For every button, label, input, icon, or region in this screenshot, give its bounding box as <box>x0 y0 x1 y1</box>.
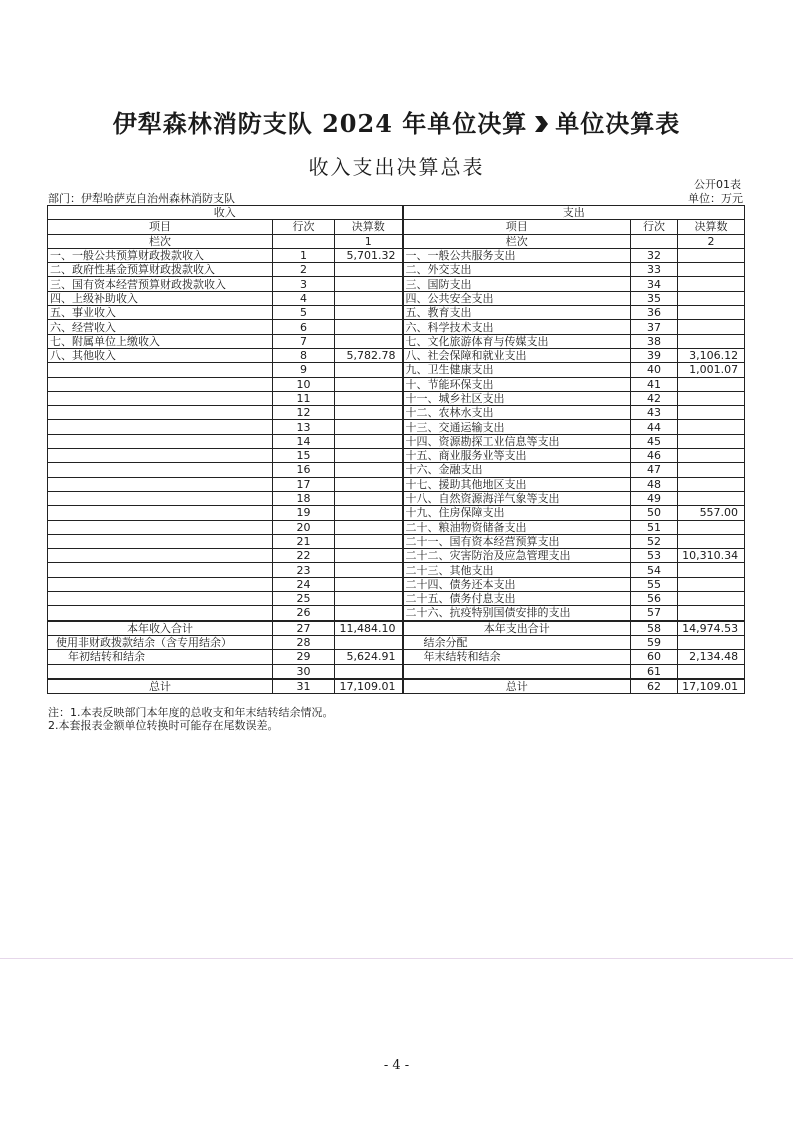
expense-line-no: 34 <box>631 277 678 291</box>
expense-item: 二十四、债务还本支出 <box>403 577 631 591</box>
income-amount: 17,109.01 <box>335 679 403 694</box>
income-line-no: 21 <box>273 534 335 548</box>
income-item <box>48 449 273 463</box>
table-row <box>48 463 745 477</box>
expense-line-no: 42 <box>631 391 678 405</box>
income-line-no: 15 <box>273 449 335 463</box>
expense-line-no: 45 <box>631 434 678 448</box>
income-item: 八、其他收入 <box>48 348 273 362</box>
expense-line-no: 50 <box>631 506 678 520</box>
income-line-no: 10 <box>273 377 335 391</box>
table-row <box>48 477 745 491</box>
income-line-no: 11 <box>273 391 335 405</box>
income-line-no: 3 <box>273 277 335 291</box>
income-amount <box>335 449 403 463</box>
title-part-3: 单位决算表 <box>555 109 681 138</box>
expense-line-no: 51 <box>631 520 678 534</box>
income-line-no: 29 <box>273 650 335 664</box>
table-row <box>48 577 745 591</box>
expense-amount <box>678 577 745 591</box>
income-line-header: 行次 <box>273 220 335 234</box>
income-line-no: 23 <box>273 563 335 577</box>
expense-item: 十三、交通运输支出 <box>403 420 631 434</box>
table-row <box>48 534 745 548</box>
expense-amount <box>678 263 745 277</box>
income-line-no: 6 <box>273 320 335 334</box>
income-column-label: 栏次 <box>48 234 273 248</box>
expense-item: 三、国防支出 <box>403 277 631 291</box>
income-amount <box>335 391 403 405</box>
unit-label: 单位：万元 <box>688 192 743 205</box>
expense-item: 二十三、其他支出 <box>403 563 631 577</box>
department-label: 部门：伊犁哈萨克自治州森林消防支队 <box>48 192 235 205</box>
table-row <box>48 306 745 320</box>
table-subtitle: 收入支出决算总表 <box>308 155 485 179</box>
income-amount <box>335 306 403 320</box>
income-amount <box>335 334 403 348</box>
expense-amount <box>678 406 745 420</box>
expense-item: 十四、资源勘探工业信息等支出 <box>403 434 631 448</box>
expense-amount <box>678 291 745 305</box>
income-item: 使用非财政拨款结余（含专用结余） <box>48 635 273 649</box>
table-row <box>48 606 745 621</box>
expense-item: 二十二、灾害防治及应急管理支出 <box>403 549 631 563</box>
total-row <box>48 635 745 649</box>
expense-line-header: 行次 <box>631 220 678 234</box>
income-line-no: 7 <box>273 334 335 348</box>
income-amount <box>335 434 403 448</box>
table-row <box>48 491 745 505</box>
expense-item: 总计 <box>403 679 631 694</box>
expense-amount <box>678 664 745 679</box>
income-amount <box>335 363 403 377</box>
table-row <box>48 348 745 362</box>
expense-item: 年末结转和结余 <box>403 650 631 664</box>
table-row <box>48 420 745 434</box>
expense-line-no: 57 <box>631 606 678 621</box>
expense-amount <box>678 463 745 477</box>
expense-item: 十七、援助其他地区支出 <box>403 477 631 491</box>
income-amount-header: 决算数 <box>335 220 403 234</box>
title-part-2: 年单位决算 <box>402 109 528 138</box>
expense-item: 八、社会保障和就业支出 <box>403 348 631 362</box>
income-line-no: 22 <box>273 549 335 563</box>
income-column-line-empty <box>273 234 335 248</box>
expense-item-header: 项目 <box>403 220 631 234</box>
income-item <box>48 377 273 391</box>
expense-item: 十二、农林水支出 <box>403 406 631 420</box>
expense-item: 六、科学技术支出 <box>403 320 631 334</box>
income-amount <box>335 477 403 491</box>
income-amount: 11,484.10 <box>335 621 403 636</box>
income-line-no: 17 <box>273 477 335 491</box>
column-index-row <box>48 234 745 248</box>
income-item <box>48 434 273 448</box>
table-row <box>48 592 745 606</box>
income-line-no: 16 <box>273 463 335 477</box>
table-row <box>48 291 745 305</box>
expense-item: 二十五、债务付息支出 <box>403 592 631 606</box>
income-amount <box>335 534 403 548</box>
expense-column-index: 2 <box>678 234 745 248</box>
income-item: 年初结转和结余 <box>48 650 273 664</box>
income-item <box>48 664 273 679</box>
expense-item: 结余分配 <box>403 635 631 649</box>
expense-amount <box>678 635 745 649</box>
expense-item: 七、文化旅游体育与传媒支出 <box>403 334 631 348</box>
income-line-no: 4 <box>273 291 335 305</box>
income-item: 六、经营收入 <box>48 320 273 334</box>
income-section-header: 收入 <box>48 206 403 220</box>
income-amount <box>335 592 403 606</box>
income-amount <box>335 577 403 591</box>
expense-line-no: 44 <box>631 420 678 434</box>
expense-line-no: 35 <box>631 291 678 305</box>
page-number: - 4 - <box>383 1058 410 1073</box>
income-item: 本年收入合计 <box>48 621 273 636</box>
expense-item: 十、节能环保支出 <box>403 377 631 391</box>
expense-line-no: 56 <box>631 592 678 606</box>
expense-item: 五、教育支出 <box>403 306 631 320</box>
income-amount <box>335 263 403 277</box>
income-item: 四、上级补助收入 <box>48 291 273 305</box>
expense-item: 十五、商业服务业等支出 <box>403 449 631 463</box>
income-amount <box>335 606 403 621</box>
income-item <box>48 506 273 520</box>
expense-amount <box>678 592 745 606</box>
expense-line-no: 32 <box>631 248 678 262</box>
expense-amount <box>678 248 745 262</box>
expense-amount <box>678 277 745 291</box>
expense-amount: 2,134.48 <box>678 650 745 664</box>
income-amount <box>335 506 403 520</box>
expense-item: 十八、自然资源海洋气象等支出 <box>403 491 631 505</box>
income-line-no: 19 <box>273 506 335 520</box>
expense-amount <box>678 477 745 491</box>
income-item <box>48 477 273 491</box>
expense-item: 九、卫生健康支出 <box>403 363 631 377</box>
income-amount <box>335 563 403 577</box>
income-item: 三、国有资本经营预算财政拨款收入 <box>48 277 273 291</box>
expense-line-no: 37 <box>631 320 678 334</box>
income-amount: 5,701.32 <box>335 248 403 262</box>
expense-column-label: 栏次 <box>403 234 631 248</box>
page-divider <box>0 958 793 959</box>
income-amount <box>335 291 403 305</box>
expense-amount <box>678 377 745 391</box>
expense-amount: 557.00 <box>678 506 745 520</box>
table-row <box>48 263 745 277</box>
income-item: 二、政府性基金预算财政拨款收入 <box>48 263 273 277</box>
expense-line-no: 48 <box>631 477 678 491</box>
table-row <box>48 377 745 391</box>
expense-item: 一、一般公共服务支出 <box>403 248 631 262</box>
expense-amount <box>678 606 745 621</box>
income-amount <box>335 664 403 679</box>
table-row <box>48 363 745 377</box>
income-item <box>48 534 273 548</box>
table-row <box>48 563 745 577</box>
expense-line-no: 61 <box>631 664 678 679</box>
income-line-no: 14 <box>273 434 335 448</box>
total-row <box>48 650 745 664</box>
income-amount <box>335 491 403 505</box>
expense-amount: 1,001.07 <box>678 363 745 377</box>
table-row <box>48 549 745 563</box>
expense-item: 二十一、国有资本经营预算支出 <box>403 534 631 548</box>
expense-item: 十一、城乡社区支出 <box>403 391 631 405</box>
expense-section-header: 支出 <box>403 206 745 220</box>
expense-line-no: 43 <box>631 406 678 420</box>
income-item: 一、一般公共预算财政拨款收入 <box>48 248 273 262</box>
expense-item: 十九、住房保障支出 <box>403 506 631 520</box>
expense-amount-header: 决算数 <box>678 220 745 234</box>
income-line-no: 26 <box>273 606 335 621</box>
income-amount <box>335 463 403 477</box>
table-row <box>48 334 745 348</box>
income-amount <box>335 320 403 334</box>
income-amount <box>335 377 403 391</box>
expense-line-no: 54 <box>631 563 678 577</box>
expense-item <box>403 664 631 679</box>
income-line-no: 20 <box>273 520 335 534</box>
expense-line-no: 41 <box>631 377 678 391</box>
income-line-no: 25 <box>273 592 335 606</box>
income-line-no: 30 <box>273 664 335 679</box>
expense-amount: 3,106.12 <box>678 348 745 362</box>
expense-item: 十六、金融支出 <box>403 463 631 477</box>
expense-amount <box>678 520 745 534</box>
expense-amount <box>678 306 745 320</box>
table-row <box>48 391 745 405</box>
income-item <box>48 577 273 591</box>
income-item <box>48 391 273 405</box>
income-column-index: 1 <box>335 234 403 248</box>
expense-item: 二十、粮油物资储备支出 <box>403 520 631 534</box>
expense-amount <box>678 449 745 463</box>
income-line-no: 27 <box>273 621 335 636</box>
note-line-2: 2.本套报表金额单位转换时可能存在尾数误差。 <box>48 719 279 732</box>
expense-line-no: 60 <box>631 650 678 664</box>
expense-amount <box>678 563 745 577</box>
income-amount: 5,624.91 <box>335 650 403 664</box>
table-row <box>48 406 745 420</box>
total-row <box>48 621 745 636</box>
expense-amount: 17,109.01 <box>678 679 745 694</box>
income-item <box>48 549 273 563</box>
income-item <box>48 406 273 420</box>
table-row <box>48 320 745 334</box>
note-line-1: 注：1.本表反映部门本年度的总收支和年末结转结余情况。 <box>48 706 334 719</box>
expense-column-line-empty <box>631 234 678 248</box>
income-line-no: 5 <box>273 306 335 320</box>
expense-line-no: 36 <box>631 306 678 320</box>
total-row <box>48 679 745 694</box>
table-row <box>48 434 745 448</box>
income-item <box>48 563 273 577</box>
income-item <box>48 520 273 534</box>
page-title <box>0 104 793 139</box>
expense-amount <box>678 320 745 334</box>
expense-line-no: 39 <box>631 348 678 362</box>
expense-line-no: 55 <box>631 577 678 591</box>
expense-line-no: 49 <box>631 491 678 505</box>
income-item <box>48 491 273 505</box>
expense-amount <box>678 334 745 348</box>
income-line-no: 8 <box>273 348 335 362</box>
income-expense-table <box>47 205 745 694</box>
income-item <box>48 463 273 477</box>
income-amount <box>335 549 403 563</box>
form-code: 公开01表 <box>694 178 741 191</box>
income-line-no: 24 <box>273 577 335 591</box>
income-line-no: 13 <box>273 420 335 434</box>
total-row <box>48 664 745 679</box>
expense-line-no: 40 <box>631 363 678 377</box>
table-row <box>48 449 745 463</box>
income-amount <box>335 406 403 420</box>
income-amount <box>335 420 403 434</box>
column-header-row <box>48 220 745 234</box>
expense-amount <box>678 391 745 405</box>
chevron-right-icon <box>533 110 549 128</box>
expense-amount <box>678 534 745 548</box>
expense-amount: 10,310.34 <box>678 549 745 563</box>
income-amount <box>335 635 403 649</box>
expense-line-no: 53 <box>631 549 678 563</box>
income-line-no: 31 <box>273 679 335 694</box>
expense-item: 本年支出合计 <box>403 621 631 636</box>
table-row <box>48 506 745 520</box>
income-amount <box>335 277 403 291</box>
expense-amount: 14,974.53 <box>678 621 745 636</box>
title-part-1: 伊犁森林消防支队 <box>112 109 313 138</box>
expense-line-no: 38 <box>631 334 678 348</box>
expense-line-no: 46 <box>631 449 678 463</box>
income-line-no: 2 <box>273 263 335 277</box>
section-header-row <box>48 206 745 220</box>
income-item: 总计 <box>48 679 273 694</box>
expense-line-no: 58 <box>631 621 678 636</box>
expense-line-no: 62 <box>631 679 678 694</box>
table-notes <box>48 706 334 732</box>
income-line-no: 18 <box>273 491 335 505</box>
expense-item: 四、公共安全支出 <box>403 291 631 305</box>
title-year: 2024 <box>322 109 393 138</box>
expense-line-no: 47 <box>631 463 678 477</box>
expense-line-no: 52 <box>631 534 678 548</box>
expense-amount <box>678 491 745 505</box>
income-line-no: 12 <box>273 406 335 420</box>
expense-amount <box>678 420 745 434</box>
income-item <box>48 420 273 434</box>
income-amount: 5,782.78 <box>335 348 403 362</box>
table-row <box>48 248 745 262</box>
income-line-no: 1 <box>273 248 335 262</box>
expense-line-no: 59 <box>631 635 678 649</box>
expense-item: 二十六、抗疫特别国债安排的支出 <box>403 606 631 621</box>
income-item: 五、事业收入 <box>48 306 273 320</box>
expense-amount <box>678 434 745 448</box>
expense-item: 二、外交支出 <box>403 263 631 277</box>
table-row <box>48 520 745 534</box>
income-item-header: 项目 <box>48 220 273 234</box>
income-item <box>48 606 273 621</box>
income-item <box>48 592 273 606</box>
table-row <box>48 277 745 291</box>
income-line-no: 9 <box>273 363 335 377</box>
income-item: 七、附属单位上缴收入 <box>48 334 273 348</box>
income-line-no: 28 <box>273 635 335 649</box>
income-item <box>48 363 273 377</box>
expense-line-no: 33 <box>631 263 678 277</box>
income-amount <box>335 520 403 534</box>
